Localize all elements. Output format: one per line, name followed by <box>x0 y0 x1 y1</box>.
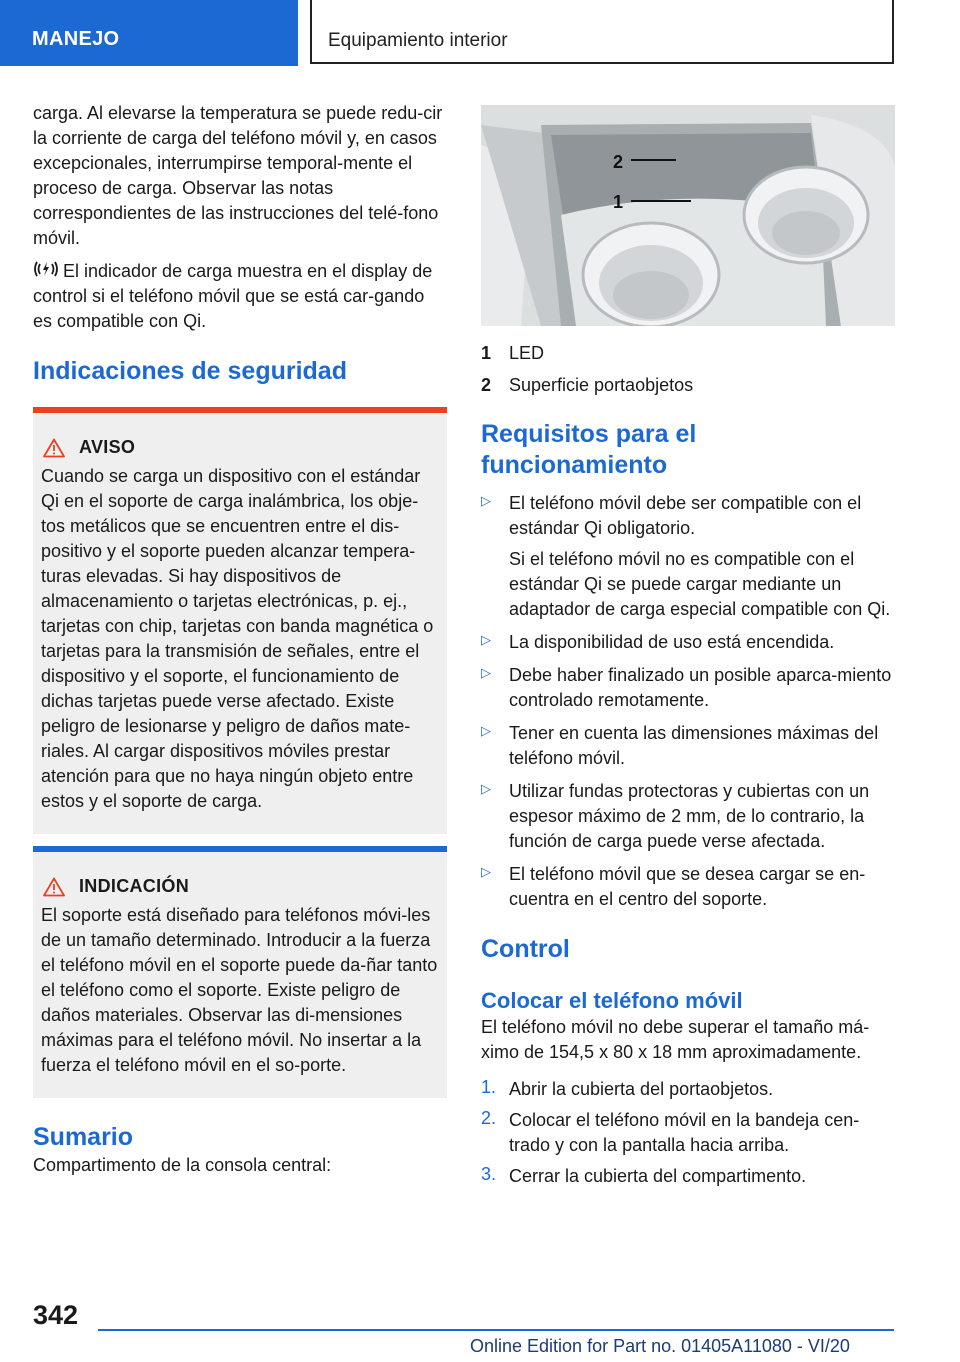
control-heading: Control <box>481 935 570 963</box>
triangle-bullet-icon: ▷ <box>481 493 491 508</box>
intro-paragraph: carga. Al elevarse la temperatura se puede redu‐cir la corriente de carga del teléfono móvil y, en casos excepcionales, interrumpirse temporal‐mente el proceso de carga. Observar las notas correspondientes de las instrucciones del telé‐fono móvil. <box>33 103 443 248</box>
section-tab <box>0 0 298 66</box>
callout-1: 1 <box>613 192 624 212</box>
wireless-charging-icon <box>33 259 59 279</box>
requirement-text: El teléfono móvil debe ser compatible con el estándar Qi obligatorio. <box>509 493 862 538</box>
step-text: Colocar el teléfono móvil en la bandeja cen‐trado y con la pantalla hacia arriba. <box>509 1110 860 1155</box>
chapter-tab <box>310 0 894 64</box>
triangle-bullet-icon: ▷ <box>481 864 491 879</box>
requirement-text: El teléfono móvil que se desea cargar se en‐cuentra en el centro del soporte. <box>509 864 866 909</box>
list-item <box>481 491 895 622</box>
list-item <box>481 630 895 655</box>
cupholder-drawing <box>481 105 895 326</box>
right-column <box>481 105 895 1189</box>
legend-label: LED <box>509 343 545 363</box>
qi-indicator-paragraph <box>33 259 447 334</box>
qi-indicator-text: El indicador de carga muestra en el display de control si el teléfono móvil que se está car‐gando es compatible con Qi. <box>33 261 433 331</box>
warning-title: AVISO <box>79 437 136 457</box>
list-item <box>481 663 895 713</box>
warning-triangle-icon <box>43 438 65 458</box>
overview-heading: Sumario <box>33 1123 134 1151</box>
callout-2: 2 <box>613 152 624 172</box>
overview-text: Compartimento de la consola central: <box>33 1155 332 1175</box>
warning-triangle-icon <box>43 877 65 897</box>
list-item <box>481 1164 895 1189</box>
note-box <box>33 846 447 1098</box>
list-item <box>481 721 895 771</box>
place-phone-heading: Colocar el teléfono móvil <box>481 988 743 1013</box>
left-column <box>33 101 447 1178</box>
list-item <box>481 1077 895 1102</box>
requirements-heading <box>481 419 895 481</box>
section-title: MANEJO <box>32 28 120 50</box>
legend-label: Superficie portaobjetos <box>509 375 694 395</box>
requirement-subtext: Si el teléfono móvil no es compatible con el estándar Qi se puede cargar mediante un adaptador de carga especial compatible con Qi. <box>509 549 891 619</box>
step-text: Cerrar la cubierta del compartimento. <box>509 1166 807 1186</box>
warning-title-row <box>41 437 439 458</box>
legend-item <box>481 337 895 369</box>
footer-divider <box>98 1329 894 1331</box>
safety-heading: Indicaciones de seguridad <box>33 357 347 385</box>
steps-list <box>481 1077 895 1189</box>
requirements-heading-line-2: funcionamiento <box>481 451 668 479</box>
step-number: 2. <box>481 1108 497 1128</box>
warning-text: Cuando se carga un dispositivo con el estándar Qi en el soporte de carga inalámbrica, los obje‐tos metálicos que se encuentren entre el dis‐positivo y el soporte pueden alcanzar tempera‐turas elevadas. Si hay dispositivos de almacenamiento o tarjetas electrónicas, p. ej., tarjetas con chip, tarjetas con banda magnética o tarjetas para la transmisión de señales, entre el dispositivo y el soporte, el funcionamiento de dichas tarjetas puede verse afectado. Existe peligro de lesionarse y peligro de daños mate‐riales. Al cargar dispositivos móviles prestar atención para que no haya ningún objeto entre estos y el soporte de carga. <box>41 466 434 811</box>
note-title: INDICACIÓN <box>79 876 189 896</box>
list-item <box>481 779 895 854</box>
triangle-bullet-icon: ▷ <box>481 723 491 738</box>
figure-legend <box>481 337 895 401</box>
triangle-bullet-icon: ▷ <box>481 632 491 647</box>
requirement-text: La disponibilidad de uso está encendida. <box>509 632 835 652</box>
step-text: Abrir la cubierta del portaobjetos. <box>509 1079 774 1099</box>
legend-number: 2 <box>481 375 492 395</box>
console-compartment-illustration <box>481 105 895 326</box>
step-number: 1. <box>481 1077 497 1097</box>
triangle-bullet-icon: ▷ <box>481 781 491 796</box>
requirement-text: Debe haber finalizado un posible aparca‐miento controlado remotamente. <box>509 665 892 710</box>
requirement-text: Utilizar fundas protectoras y cubiertas con un espesor máximo de 2 mm, de lo contrario, la función de carga puede verse afectada. <box>509 781 870 851</box>
note-title-row <box>41 876 439 897</box>
step-number: 3. <box>481 1164 497 1184</box>
requirement-text: Tener en cuenta las dimensiones máximas del teléfono móvil. <box>509 723 879 768</box>
chapter-title: Equipamiento interior <box>328 30 508 51</box>
legend-number: 1 <box>481 343 492 363</box>
page-number: 342 <box>33 1300 79 1330</box>
edition-text: Online Edition for Part no. 01405A11080 - VI/20 <box>470 1336 850 1356</box>
requirements-list <box>481 491 895 912</box>
requirements-heading-line-1: Requisitos para el <box>481 420 697 448</box>
note-text: El soporte está diseñado para teléfonos móvi‐les de un tamaño determinado. Introducir a la fuerza el teléfono móvil en el soporte puede da‐ñar tanto el teléfono como el soporte. Existe peligro de daños materiales. Observar las di‐mensiones máximas para el teléfono móvil. No insertar a la fuerza el teléfono móvil en el so‐porte. <box>41 905 438 1075</box>
warning-box <box>33 407 447 834</box>
list-item <box>481 1108 895 1158</box>
triangle-bullet-icon: ▷ <box>481 665 491 680</box>
list-item <box>481 862 895 912</box>
legend-item <box>481 369 895 401</box>
place-phone-text: El teléfono móvil no debe superar el tamaño má‐ximo de 154,5 x 80 x 18 mm aproximadamente. <box>481 1017 870 1062</box>
